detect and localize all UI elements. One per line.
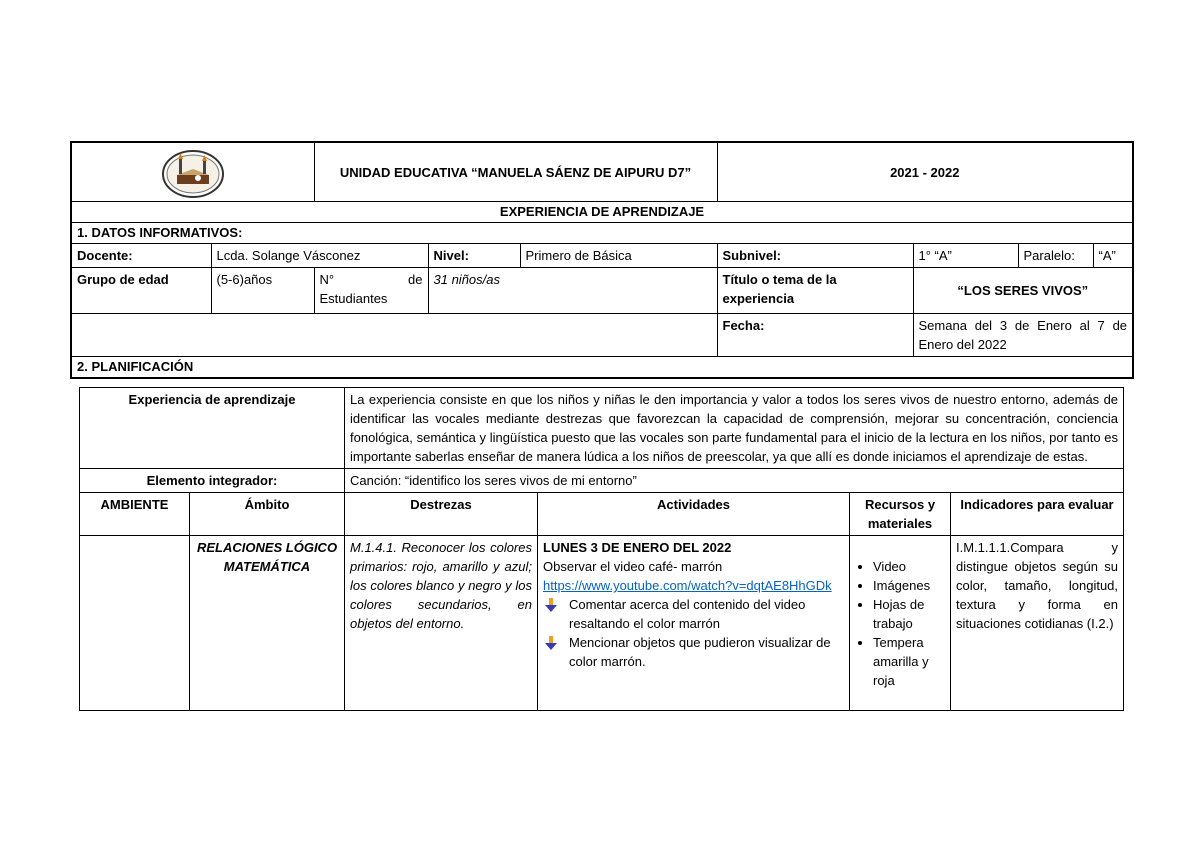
titulo-value: “LOS SERES VIVOS” [913, 268, 1133, 314]
school-name: UNIDAD EDUCATIVA “MANUELA SÁENZ DE AIPURU D7” [314, 142, 717, 202]
arrow-bullet-icon [545, 636, 557, 650]
video-link[interactable]: https://www.youtube.com/watch?v=dqtAE8HhGDk [543, 578, 832, 593]
actividad-intro: Observar el video café- marrón [543, 559, 723, 574]
fecha-value: Semana del 3 de Enero al 7 de Enero del 2022 [913, 314, 1133, 357]
experiencia-label: Experiencia de aprendizaje [80, 388, 345, 469]
experiencia-text: La experiencia consiste en que los niños y niñas le den importancia y valor a todos los seres vivos de nuestro entorno, además de identificar las vocales mediante destrezas que favorezcan la capacidad de comprensión, mejorar su concentración, conciencia fonológica, semántica y lingüística puesto que las vocales son parte fundamental para el inicio de la lectura en los niños, por tanto es importante saberlas enseñar de manera lúdica a los niños de preescolar, ya que allí es donde iniciamos el aprendizaje de estas. [345, 388, 1124, 469]
destreza-value: M.1.4.1. Reconocer los colores primarios: rojo, amarillo y azul; los colores blanco y negro y los colores secundarios, en objetos del entorno. [345, 536, 538, 711]
section-2-title: 2. PLANIFICACIÓN [71, 357, 1133, 379]
recurso-item: • Tempera amarilla y roja [873, 633, 945, 690]
actividades-cell [538, 536, 850, 711]
estudiantes-label: N° de Estudiantes [314, 268, 428, 314]
recurso-item: • Hojas de trabajo [873, 595, 945, 633]
actividad-date: LUNES 3 DE ENERO DEL 2022 [543, 540, 732, 555]
col-actividades: Actividades [538, 493, 850, 536]
actividad-item: Comentar acerca del contenido del video resaltando el color marrón [543, 595, 844, 633]
school-crest-logo [160, 147, 226, 199]
experience-title: EXPERIENCIA DE APRENDIZAJE [71, 202, 1133, 223]
paralelo-value: “A” [1093, 244, 1133, 268]
docente-value: Lcda. Solange Vásconez [211, 244, 428, 268]
nivel-value: Primero de Básica [520, 244, 717, 268]
blank-cell [71, 314, 717, 357]
subnivel-label: Subnivel: [717, 244, 913, 268]
elemento-text: Canción: “identifico los seres vivos de mi entorno” [345, 469, 1124, 493]
planning-table [79, 387, 1124, 711]
grupo-value: (5-6)años [211, 268, 314, 314]
actividad-item: Mencionar objetos que pudieron visualizar de color marrón. [543, 633, 844, 671]
docente-label: Docente: [71, 244, 211, 268]
ambiente-cell [80, 536, 190, 711]
col-destrezas: Destrezas [345, 493, 538, 536]
recurso-item: • Video [873, 557, 945, 576]
school-year: 2021 - 2022 [717, 142, 1133, 202]
header-info-table [70, 141, 1134, 379]
estudiantes-value: 31 niños/as [428, 268, 717, 314]
titulo-label: Título o tema de la experiencia [717, 268, 913, 314]
recurso-item: • Imágenes [873, 576, 945, 595]
elemento-label: Elemento integrador: [80, 469, 345, 493]
indicador-value: I.M.1.1.1.Compara y distingue objetos según su color, tamaño, longitud, textura y forma en situaciones cotidianas (I.2.) [951, 536, 1124, 711]
col-ambito: Ámbito [190, 493, 345, 536]
col-recursos: Recursos y materiales [850, 493, 951, 536]
paralelo-label: Paralelo: [1018, 244, 1093, 268]
recursos-cell [850, 536, 951, 711]
ambito-value: RELACIONES LÓGICO MATEMÁTICA [190, 536, 345, 711]
col-ambiente: AMBIENTE [80, 493, 190, 536]
logo-cell [71, 142, 314, 202]
arrow-bullet-icon [545, 598, 557, 612]
fecha-label: Fecha: [717, 314, 913, 357]
subnivel-value: 1° “A” [913, 244, 1018, 268]
nivel-label: Nivel: [428, 244, 520, 268]
section-1-title: 1. DATOS INFORMATIVOS: [71, 223, 1133, 244]
col-indicadores: Indicadores para evaluar [951, 493, 1124, 536]
grupo-label: Grupo de edad [71, 268, 211, 314]
